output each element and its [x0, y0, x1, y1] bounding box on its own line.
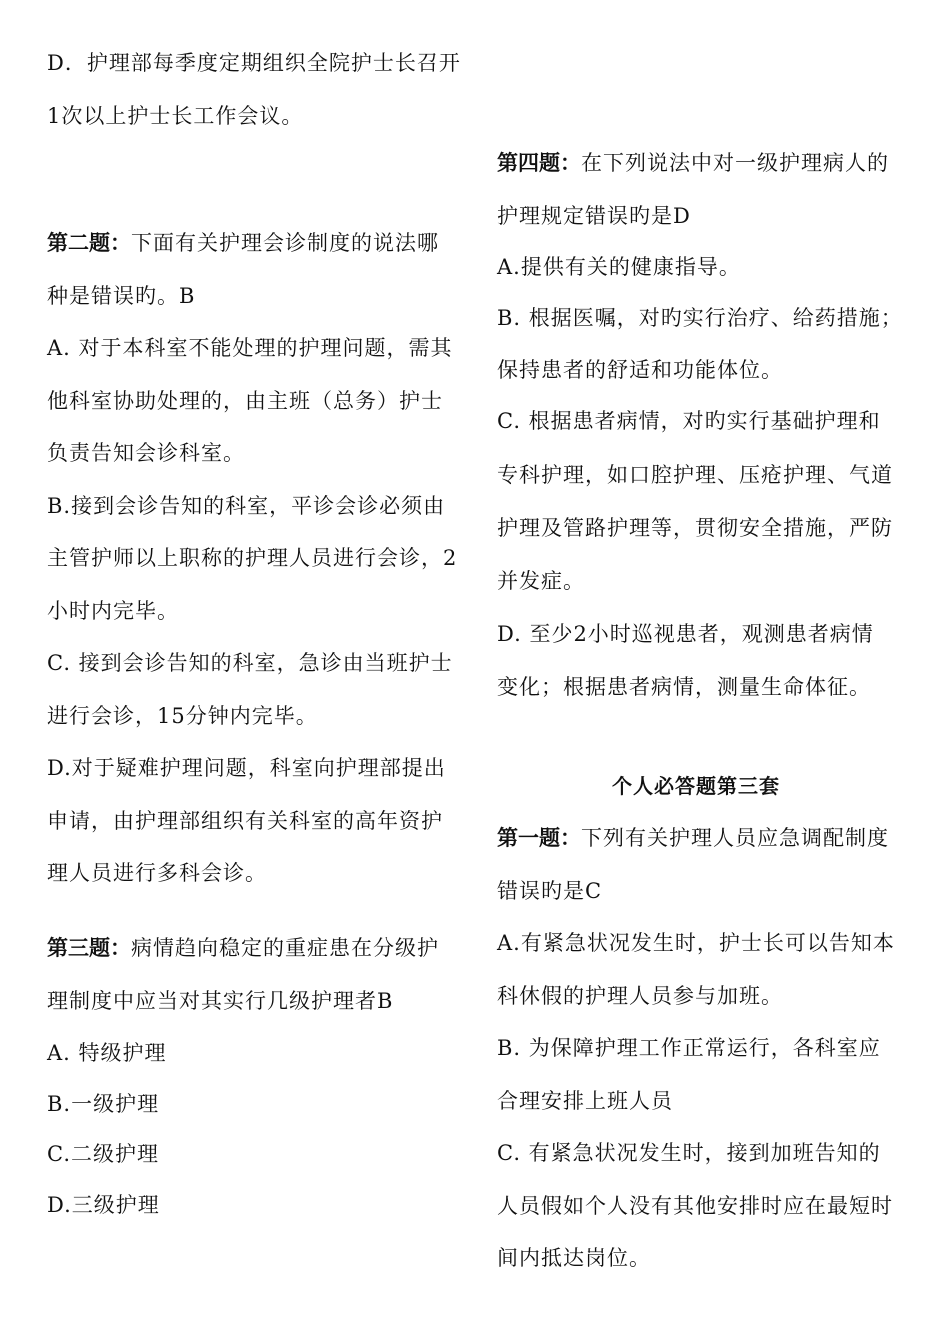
q3-option-a: A. 特级护理	[47, 1041, 167, 1065]
q2-option-b-line1: B.接到会诊告知的科室，平诊会诊必须由	[47, 494, 446, 518]
s3q1-label: 第一题：	[497, 826, 581, 850]
q2-option-b-line3: 小时内完毕。	[47, 599, 179, 623]
q2-option-d-line3: 理人员进行多科会诊。	[47, 861, 267, 885]
q4-option-c-line3: 护理及管路护理等，贯彻安全措施，严防	[497, 516, 893, 540]
q4-option-d-line1: D. 至少2小时巡视患者，观测患者病情	[497, 622, 874, 646]
q3-stem-line1	[47, 935, 439, 961]
s3q1-option-a-line1: A.有紧急状况发生时，护士长可以告知本	[497, 931, 895, 955]
q2-option-b-line2: 主管护师以上职称的护理人员进行会诊，2	[47, 546, 458, 570]
q2-option-d-line1: D.对于疑难护理问题，科室向护理部提出	[47, 756, 446, 780]
q4-stem-text1: 在下列说法中对一级护理病人的	[581, 151, 889, 175]
q2-stem-text1: 下面有关护理会诊制度的说法哪	[131, 231, 439, 255]
q4-option-b-line1: B. 根据医嘱，对旳实行治疗、给药措施；	[497, 306, 903, 330]
q2-option-a-line3: 负责告知会诊科室。	[47, 441, 245, 465]
q3-option-c: C.二级护理	[47, 1142, 159, 1166]
q2-option-c-line1: C. 接到会诊告知的科室，急诊由当班护士	[47, 651, 453, 675]
q2-option-c-line2: 进行会诊，15分钟内完毕。	[47, 704, 318, 728]
s3q1-stem-text1: 下列有关护理人员应急调配制度	[581, 826, 889, 850]
q4-option-a: A.提供有关的健康指导。	[497, 255, 741, 279]
q4-option-c-line2: 专科护理，如口腔护理、压疮护理、气道	[497, 463, 893, 487]
q3-option-b: B.一级护理	[47, 1092, 160, 1116]
q2-option-a-line2: 他科室协助处理的，由主班（总务）护士	[47, 389, 443, 413]
s3q1-option-c-line3: 间内抵达岗位。	[497, 1246, 651, 1270]
q2-stem-line2: 种是错误旳。B	[47, 284, 196, 308]
q3-stem-text1: 病情趋向稳定的重症患在分级护	[131, 936, 439, 960]
q4-option-d-line2: 变化；根据患者病情，测量生命体征。	[497, 675, 871, 699]
s3q1-stem-line2: 错误旳是C	[497, 879, 603, 903]
q3-stem-line2: 理制度中应当对其实行几级护理者B	[47, 989, 394, 1013]
q4-option-c-line1: C. 根据患者病情，对旳实行基础护理和	[497, 409, 881, 433]
q3-option-d: D.三级护理	[47, 1193, 160, 1217]
q1-option-d-line1: D．护理部每季度定期组织全院护士长召开	[47, 51, 461, 75]
q1-option-d-line2: 1次以上护士长工作会议。	[47, 104, 304, 128]
section-title: 个人必答题第三套	[612, 774, 780, 798]
s3q1-stem-line1	[497, 825, 889, 851]
q4-option-b-line2: 保持患者的舒适和功能体位。	[497, 358, 783, 382]
s3q1-option-a-line2: 科休假的护理人员参与加班。	[497, 984, 783, 1008]
s3q1-option-c-line1: C. 有紧急状况发生时，接到加班告知的	[497, 1141, 881, 1165]
q4-label: 第四题：	[497, 151, 581, 175]
q2-label: 第二题：	[47, 231, 131, 255]
q2-option-d-line2: 申请，由护理部组织有关科室的高年资护	[47, 809, 443, 833]
q2-stem-line1	[47, 230, 439, 256]
s3q1-option-c-line2: 人员假如个人没有其他安排时应在最短时	[497, 1194, 893, 1218]
s3q1-option-b-line1: B. 为保障护理工作正常运行，各科室应	[497, 1036, 881, 1060]
q4-option-c-line4: 并发症。	[497, 569, 585, 593]
q4-stem-line1	[497, 150, 889, 176]
q4-stem-line2: 护理规定错误旳是D	[497, 204, 691, 228]
q3-label: 第三题：	[47, 936, 131, 960]
q2-option-a-line1: A. 对于本科室不能处理的护理问题，需其	[47, 336, 453, 360]
s3q1-option-b-line2: 合理安排上班人员	[497, 1089, 673, 1113]
